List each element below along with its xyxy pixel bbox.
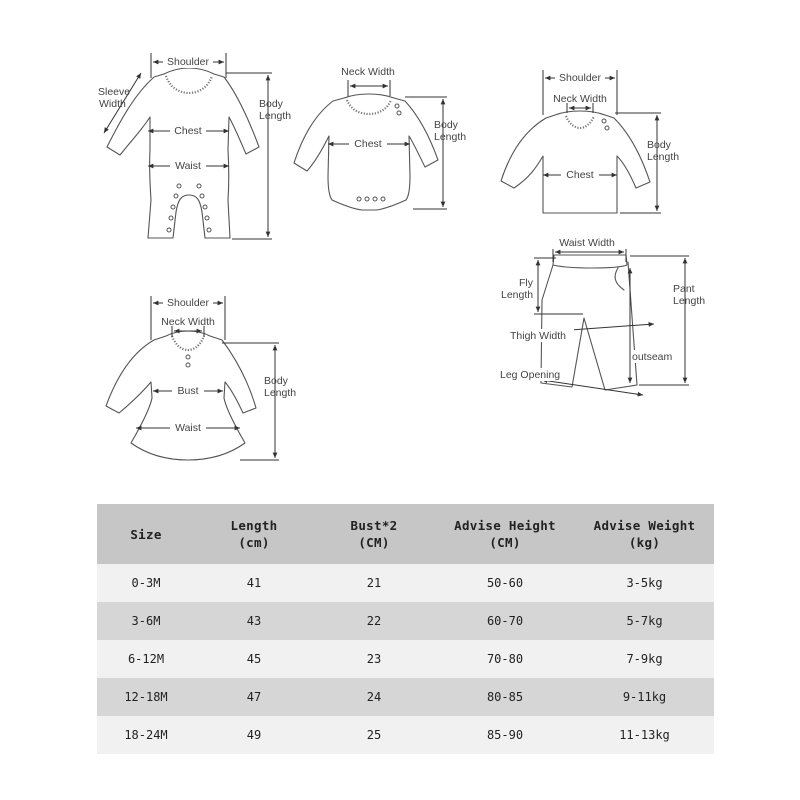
cell-size: 12-18M	[97, 678, 195, 716]
top-diagram	[501, 70, 679, 213]
cell-weight: 9-11kg	[575, 678, 714, 716]
romper-diagram	[98, 53, 291, 239]
cell-length: 47	[195, 678, 313, 716]
cell-bust: 23	[313, 640, 435, 678]
bodysuit-chest-label: Chest	[354, 138, 382, 150]
cell-weight: 3-5kg	[575, 564, 714, 602]
pants-leg-opening-label: Leg Opening	[500, 369, 561, 381]
cell-length: 49	[195, 716, 313, 754]
table-row	[97, 678, 714, 716]
bodysuit-collar	[347, 100, 391, 114]
pants-fly-length-label-2: Length	[501, 289, 534, 301]
dress-diagram	[106, 296, 296, 460]
table-row	[97, 602, 714, 640]
dress-buttons	[186, 355, 190, 367]
romper-body-length-label-2: Length	[259, 110, 292, 122]
cell-bust: 25	[313, 716, 435, 754]
cell-weight: 5-7kg	[575, 602, 714, 640]
cell-bust: 24	[313, 678, 435, 716]
bodysuit-diagram	[294, 66, 466, 210]
dress-body-length-label-2: Length	[264, 387, 297, 399]
size-chart-table	[97, 504, 714, 754]
bodysuit-neck-width-label: Neck Width	[341, 66, 395, 78]
romper-chest-label: Chest	[174, 125, 202, 137]
bodysuit-buttons	[357, 104, 401, 201]
romper-waist-label: Waist	[175, 160, 201, 172]
cell-height: 50-60	[435, 564, 575, 602]
pants-diagram	[500, 237, 705, 395]
pants-leg-opening-arrow	[542, 380, 643, 395]
top-body-length-label-2: Length	[647, 151, 680, 163]
dress-shoulder-label: Shoulder	[166, 297, 210, 309]
cell-weight: 7-9kg	[575, 640, 714, 678]
cell-size: 0-3M	[97, 564, 195, 602]
dress-neck-width-label: Neck Width	[161, 316, 215, 328]
romper-sleeve-width-label: Sleeve	[98, 86, 131, 98]
header-bust: Bust*2 (CM)	[313, 504, 435, 564]
size-chart-header-row	[97, 504, 714, 564]
bodysuit-outline	[294, 94, 438, 210]
top-neck-width-label: Neck Width	[553, 93, 607, 105]
romper-snaps	[167, 184, 211, 232]
cell-length: 45	[195, 640, 313, 678]
header-length: Length (cm)	[195, 504, 313, 564]
cell-height: 80-85	[435, 678, 575, 716]
pants-fly-length-label: Fly	[519, 277, 533, 289]
dress-body-length-label: Body	[264, 375, 288, 387]
dress-bust-label: Bust	[177, 385, 199, 397]
pants-waist-width-label: Waist Width	[559, 237, 615, 249]
pants-pocket	[615, 268, 624, 290]
top-chest-label: Chest	[566, 169, 594, 181]
top-collar	[566, 116, 594, 128]
pants-length-label: Pant	[673, 283, 695, 295]
bodysuit-body-length-label-2: Length	[434, 131, 467, 143]
table-row	[97, 640, 714, 678]
cell-bust: 22	[313, 602, 435, 640]
header-advise-height: Advise Height (CM)	[435, 504, 575, 564]
table-row	[97, 564, 714, 602]
table-row	[97, 716, 714, 754]
top-body-length-label: Body	[647, 139, 671, 151]
romper-collar	[166, 76, 212, 93]
pants-outseam-label: outseam	[632, 351, 673, 363]
dress-waist-label: Waist	[175, 422, 201, 434]
header-advise-weight: Advise Weight (kg)	[575, 504, 714, 564]
romper-sleeve-width-label-2: Width	[99, 98, 126, 110]
cell-height: 85-90	[435, 716, 575, 754]
pants-thigh-width-label: Thigh Width	[510, 330, 567, 342]
pants-waistband	[553, 255, 627, 268]
cell-length: 43	[195, 602, 313, 640]
cell-height: 60-70	[435, 602, 575, 640]
cell-size: 3-6M	[97, 602, 195, 640]
cell-weight: 11-13kg	[575, 716, 714, 754]
top-buttons	[602, 119, 609, 130]
romper-body-length-label: Body	[259, 98, 283, 110]
cell-size: 18-24M	[97, 716, 195, 754]
cell-bust: 21	[313, 564, 435, 602]
cell-length: 41	[195, 564, 313, 602]
romper-shoulder-label: Shoulder	[166, 56, 210, 68]
cell-size: 6-12M	[97, 640, 195, 678]
bodysuit-body-length-label: Body	[434, 119, 458, 131]
header-size: Size	[97, 504, 195, 564]
top-shoulder-label: Shoulder	[558, 72, 602, 84]
dress-collar	[172, 336, 204, 350]
pants-length-label-2: Length	[673, 295, 706, 307]
cell-height: 70-80	[435, 640, 575, 678]
